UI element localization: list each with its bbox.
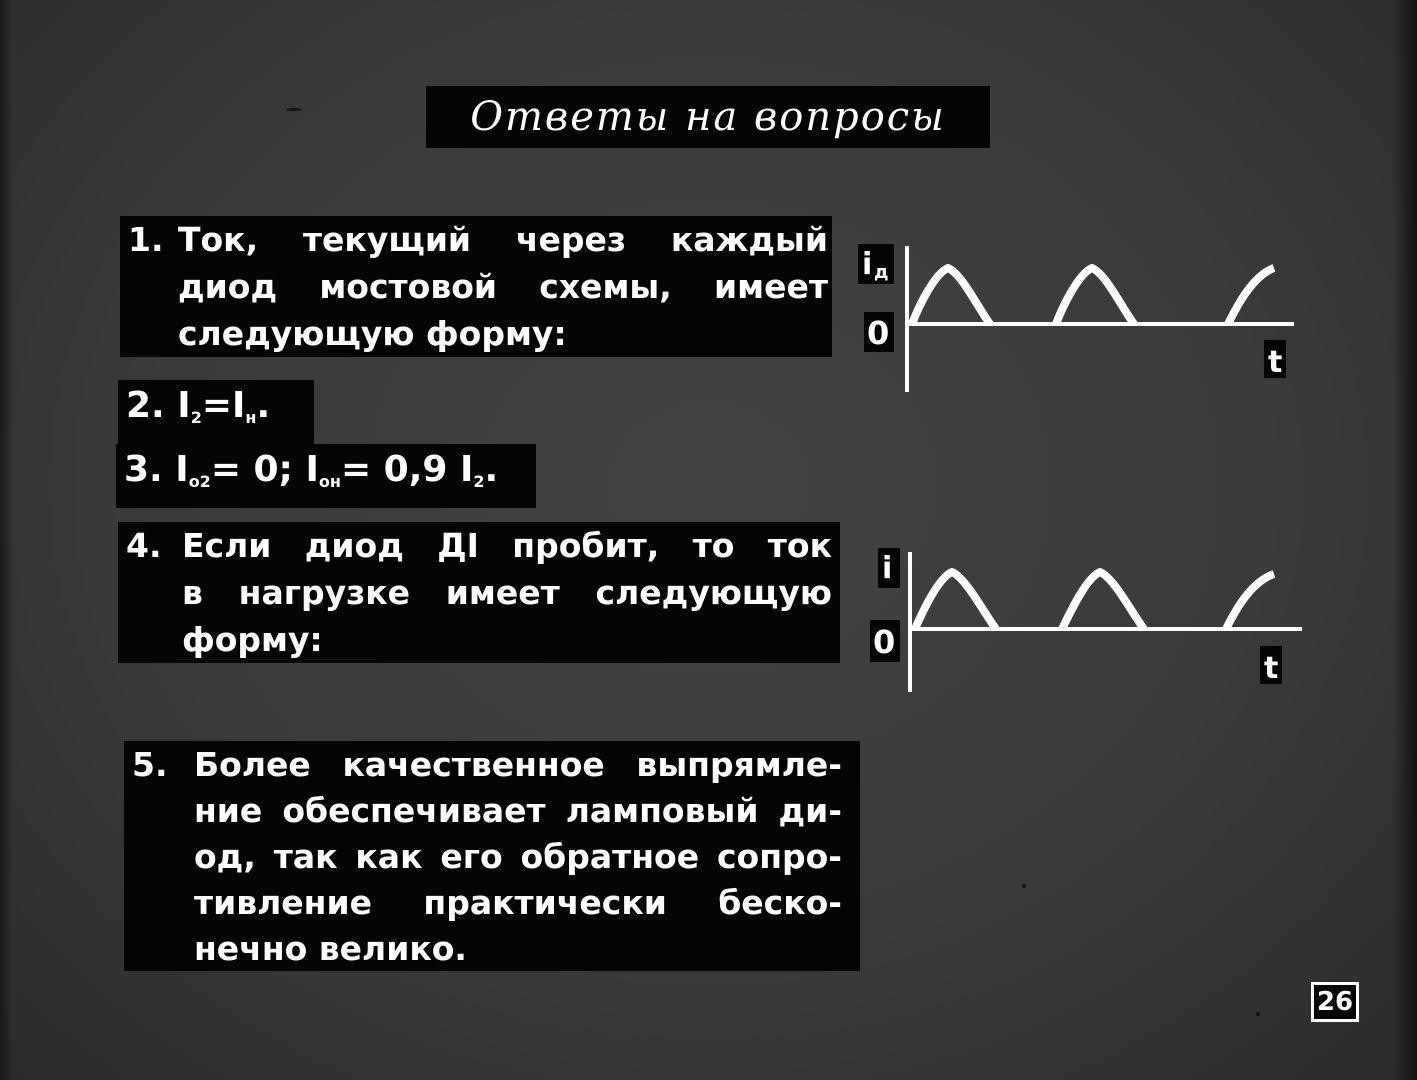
answer-3 (116, 444, 536, 508)
answer-4-line-3: форму: (182, 620, 323, 659)
graph-1-x-label: t (1268, 345, 1283, 380)
answer-3-current-symbol-2: I (305, 449, 319, 490)
graph-1-half-wave-2 (1056, 268, 1134, 324)
answer-2-current-symbol: I (177, 385, 191, 426)
answer-5-line-2: ние обеспечивает ламповый ди- (194, 791, 842, 830)
graph-1-y-subscript: д (874, 262, 889, 283)
answer-2-subscript-2: н (245, 408, 257, 427)
answer-3-equals-2: = 0,9 (340, 449, 448, 490)
graph-2-half-wave-3 (1226, 574, 1274, 629)
answer-3-subscript-3: 2 (473, 472, 485, 491)
graph-1-zero-label: 0 (867, 314, 890, 352)
answer-2 (118, 380, 314, 444)
answer-5-number: 5. (132, 745, 168, 784)
answer-2-number: 2. (126, 385, 165, 426)
graph-2-y-label: i (882, 551, 893, 586)
graph-1-half-wave-3 (1228, 268, 1274, 324)
answer-1-line-2: диод мостовой схемы, имеет (178, 267, 828, 306)
film-dust (286, 108, 302, 111)
answer-3-current-symbol: I (175, 449, 189, 490)
answer-4-line-2: в нагрузке имеет следующую (182, 573, 832, 612)
answer-3-number: 3. (124, 449, 163, 490)
answer-4-line-1: Если диод ДI пробит, то ток (182, 526, 832, 565)
answer-1-line-1: Ток, текущий через каждый (178, 220, 828, 259)
answer-3-period: . (484, 449, 499, 490)
page-number: 26 (1311, 982, 1359, 1022)
film-edge-left (0, 0, 14, 1080)
diode-current-graph (850, 230, 1310, 400)
answer-5-line-1: Более качественное выпрямле- (194, 745, 842, 784)
film-dust (1256, 1012, 1260, 1016)
answer-1-number: 1. (128, 220, 164, 259)
answer-2-equals: = (201, 385, 232, 426)
answer-3-subscript-1: o2 (188, 472, 211, 491)
graph-2-half-wave-1 (915, 572, 996, 629)
answer-3-subscript-2: oн (318, 472, 341, 491)
graph-2-zero-label: 0 (873, 623, 896, 661)
answer-4 (118, 522, 840, 663)
answer-2-current-symbol-2: I (232, 385, 246, 426)
graph-2-x-label: t (1264, 651, 1279, 686)
answer-5-line-5: нечно велико. (194, 929, 467, 968)
answer-2-subscript-1: 2 (190, 408, 202, 427)
answer-5-line-3: од, так как его обратное сопро- (194, 837, 842, 876)
answer-3-equals-1: = 0; (210, 449, 293, 490)
load-current-graph (850, 540, 1320, 700)
answer-3-current-symbol-3: I (460, 449, 474, 490)
answer-1 (120, 216, 832, 357)
graph-2-half-wave-2 (1062, 572, 1144, 629)
answer-5 (124, 741, 860, 971)
graph-1-y-label: i (862, 247, 873, 282)
slide-title: Ответы на вопросы (426, 86, 990, 148)
film-dust (1022, 884, 1026, 888)
answer-2-period: . (256, 385, 271, 426)
answer-5-line-4: тивление практически беско- (194, 883, 842, 922)
film-edge-right (1393, 0, 1417, 1080)
answer-1-line-3: следующую форму: (178, 314, 567, 353)
graph-1-half-wave-1 (912, 268, 990, 324)
answer-4-number: 4. (126, 526, 162, 565)
